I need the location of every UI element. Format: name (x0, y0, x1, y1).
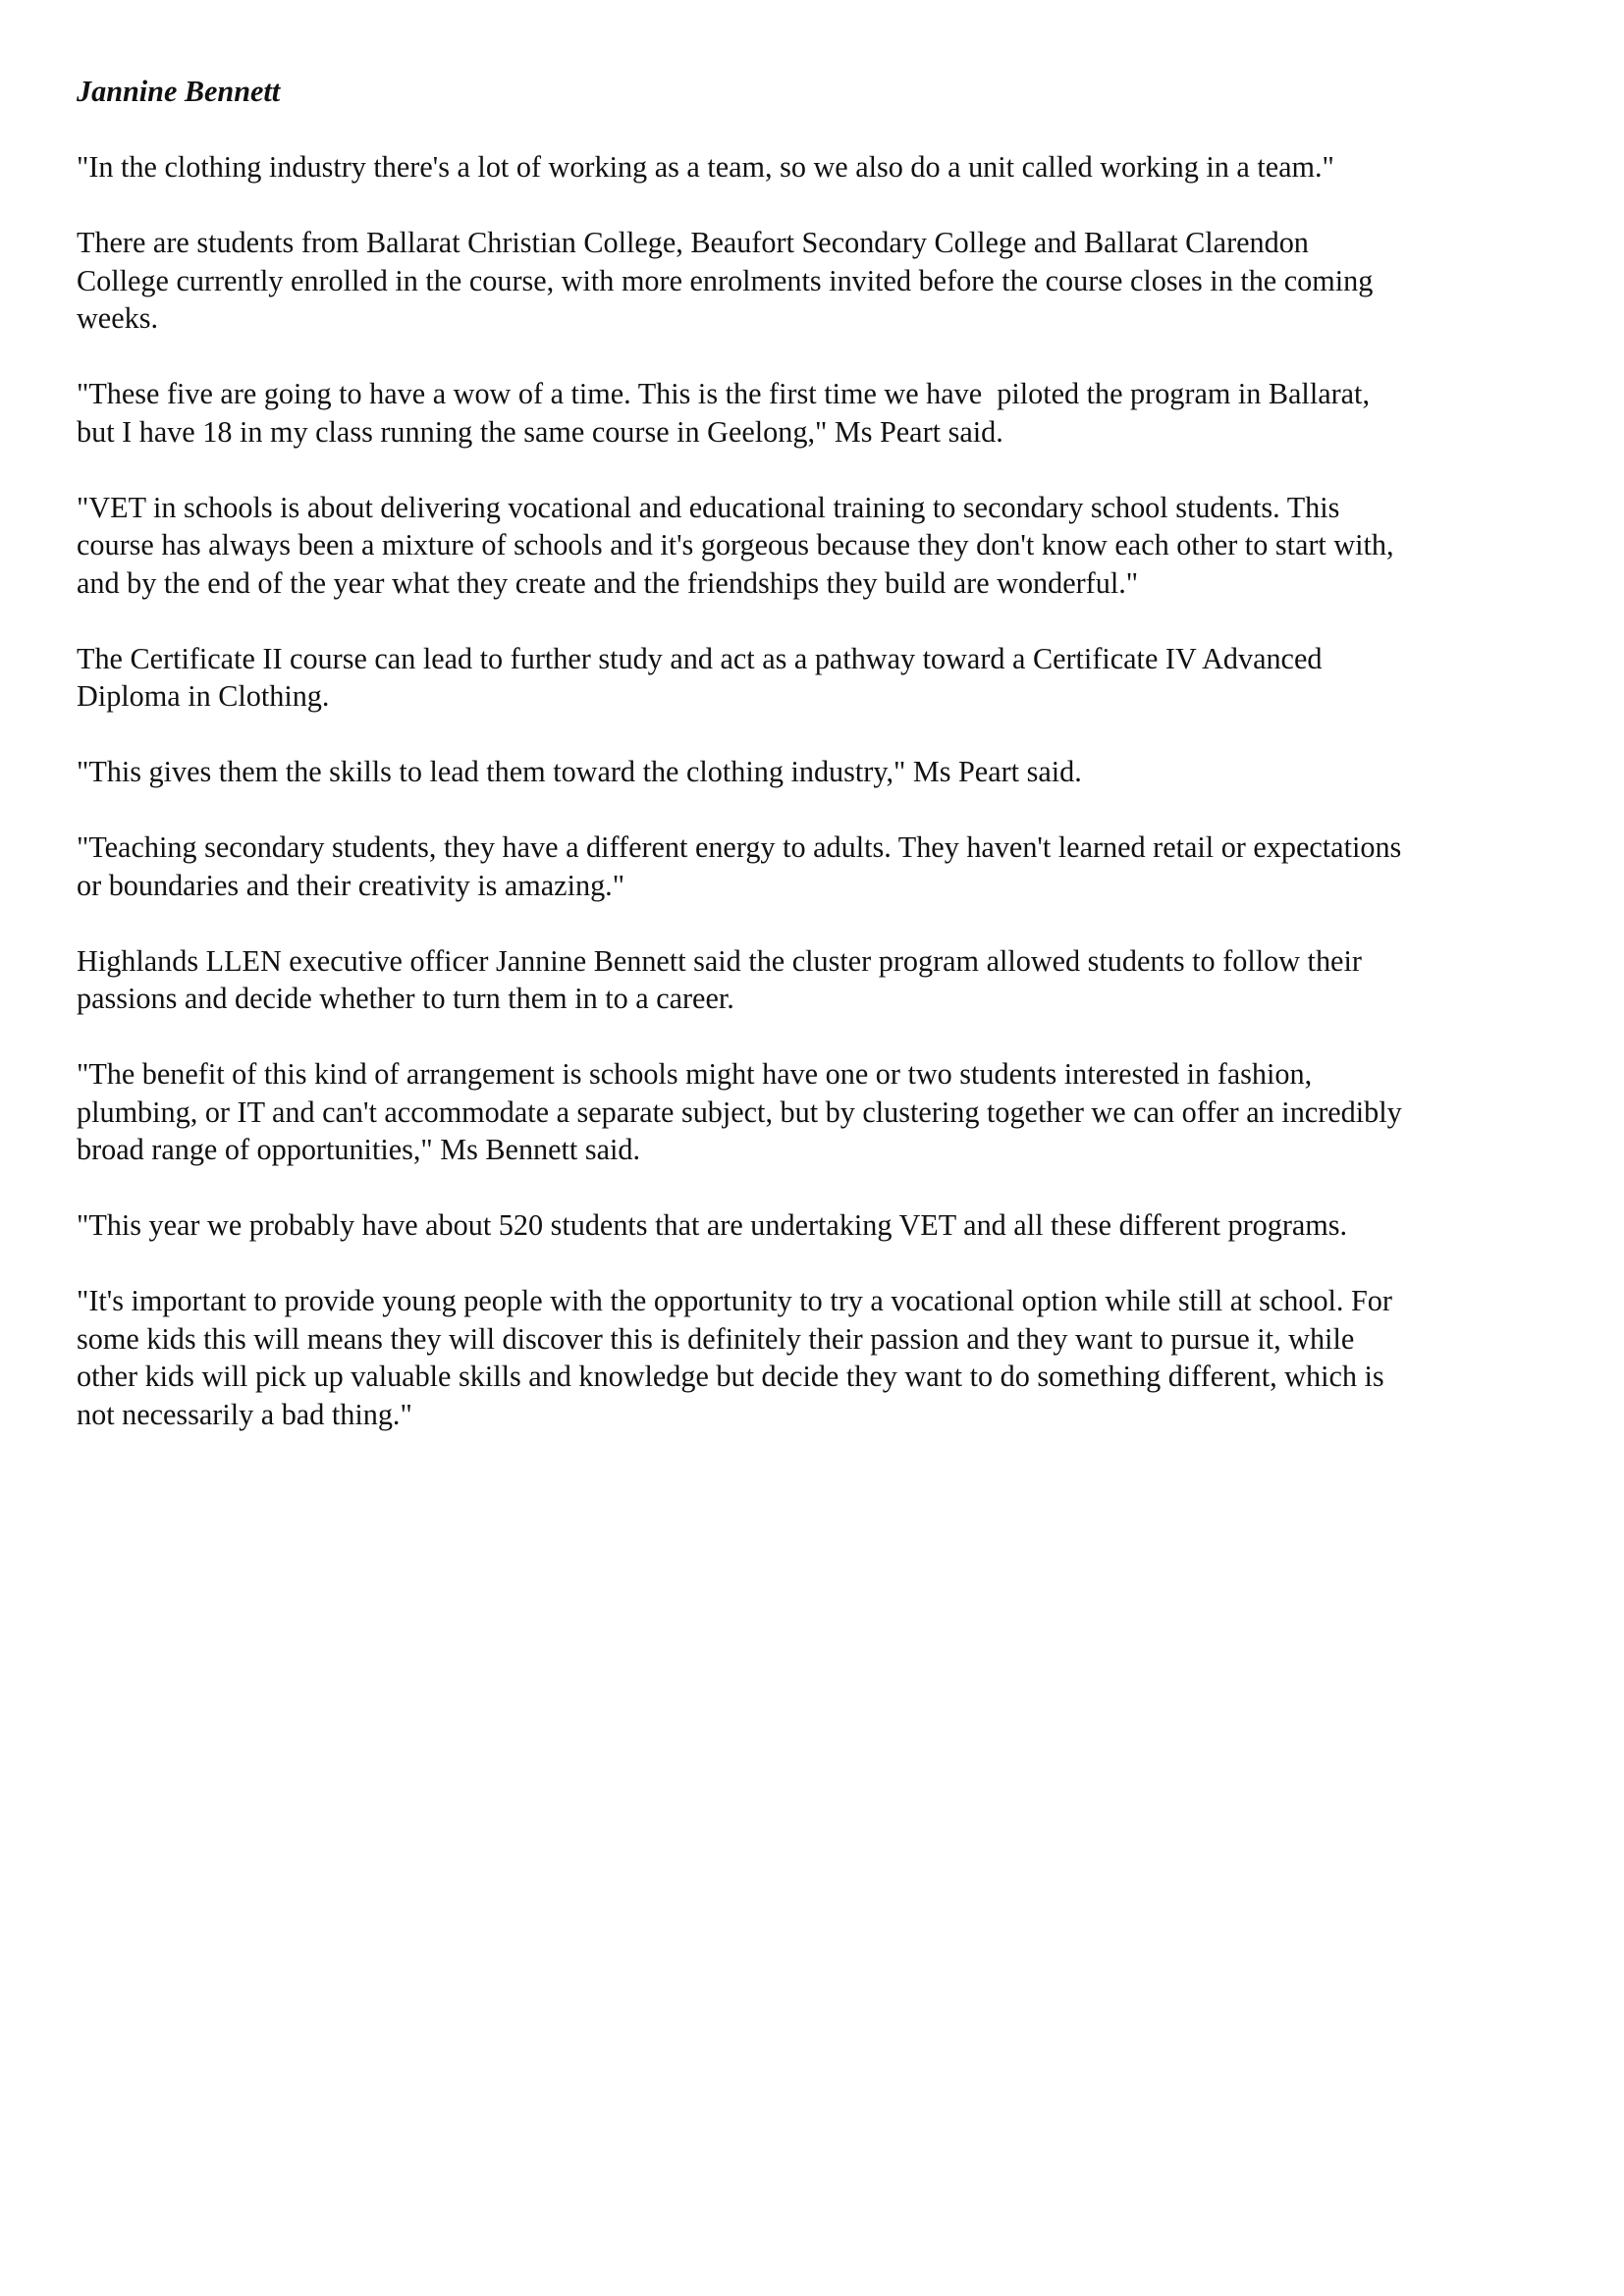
author-byline: Jannine Bennett (77, 75, 281, 108)
text-line: or boundaries and their creativity is amazing." (77, 868, 625, 902)
text-line: course has always been a mixture of schools and it's gorgeous because they don't know each other to start with, (77, 528, 1394, 561)
text-line: "This year we probably have about 520 students that are undertaking VET and all these different programs. (77, 1208, 1348, 1242)
text-line: some kids this will means they will discover this is definitely their passion and they want to pursue it, while (77, 1321, 1355, 1356)
text-line: passions and decide whether to turn them in to a career. (77, 982, 734, 1015)
text-line: College currently enrolled in the course, with more enrolments invited before the course closes in the coming (77, 263, 1374, 297)
paragraph (77, 1055, 1569, 1169)
article-body (77, 148, 1569, 1433)
text-line: There are students from Ballarat Christian College, Beaufort Secondary College and Ballarat Clarendon (77, 226, 1309, 259)
text-line: The Certificate II course can lead to further study and act as a pathway toward a Certificate IV Advanced (77, 641, 1323, 675)
text-line: "In the clothing industry there's a lot of working as a team, so we also do a unit called working in a team." (77, 150, 1334, 184)
text-line: weeks. (77, 301, 158, 335)
text-line: but I have 18 in my class running the same course in Geelong," Ms Peart said. (77, 414, 1003, 449)
paragraph (77, 753, 1569, 791)
text-line: and by the end of the year what they create and the friendships they build are wonderful." (77, 565, 1139, 600)
paragraph (77, 375, 1569, 451)
text-line: "This gives them the skills to lead them toward the clothing industry," Ms Peart said. (77, 755, 1082, 788)
text-line: "VET in schools is about delivering vocational and educational training to secondary school students. This (77, 490, 1340, 524)
paragraph (77, 148, 1569, 187)
text-line: Highlands LLEN executive officer Jannine Bennett said the cluster program allowed students to follow their (77, 943, 1362, 978)
text-line: other kids will pick up valuable skills and knowledge but decide they want to do something different, which is (77, 1360, 1384, 1393)
paragraph (77, 1206, 1569, 1245)
text-line: broad range of opportunities," Ms Bennett said. (77, 1133, 641, 1166)
paragraph (77, 1282, 1569, 1433)
paragraph (77, 640, 1569, 716)
text-line: "It's important to provide young people with the opportunity to try a vocational option while still at school. For (77, 1284, 1392, 1317)
text-line: "Teaching secondary students, they have a different energy to adults. They haven't learned retail or expectations (77, 830, 1402, 864)
document-page (77, 73, 1569, 1471)
paragraph (77, 224, 1569, 338)
paragraph (77, 942, 1569, 1018)
text-line: "The benefit of this kind of arrangement is schools might have one or two students interested in fashion, (77, 1057, 1313, 1091)
paragraph (77, 489, 1569, 603)
paragraph (77, 828, 1569, 904)
text-line: "These five are going to have a wow of a time. This is the first time we have piloted the program in Ballarat, (77, 377, 1370, 410)
text-line: Diploma in Clothing. (77, 679, 330, 713)
text-line: not necessarily a bad thing." (77, 1397, 412, 1431)
text-line: plumbing, or IT and can't accommodate a separate subject, but by clustering together we can offer an incredibly (77, 1095, 1402, 1129)
